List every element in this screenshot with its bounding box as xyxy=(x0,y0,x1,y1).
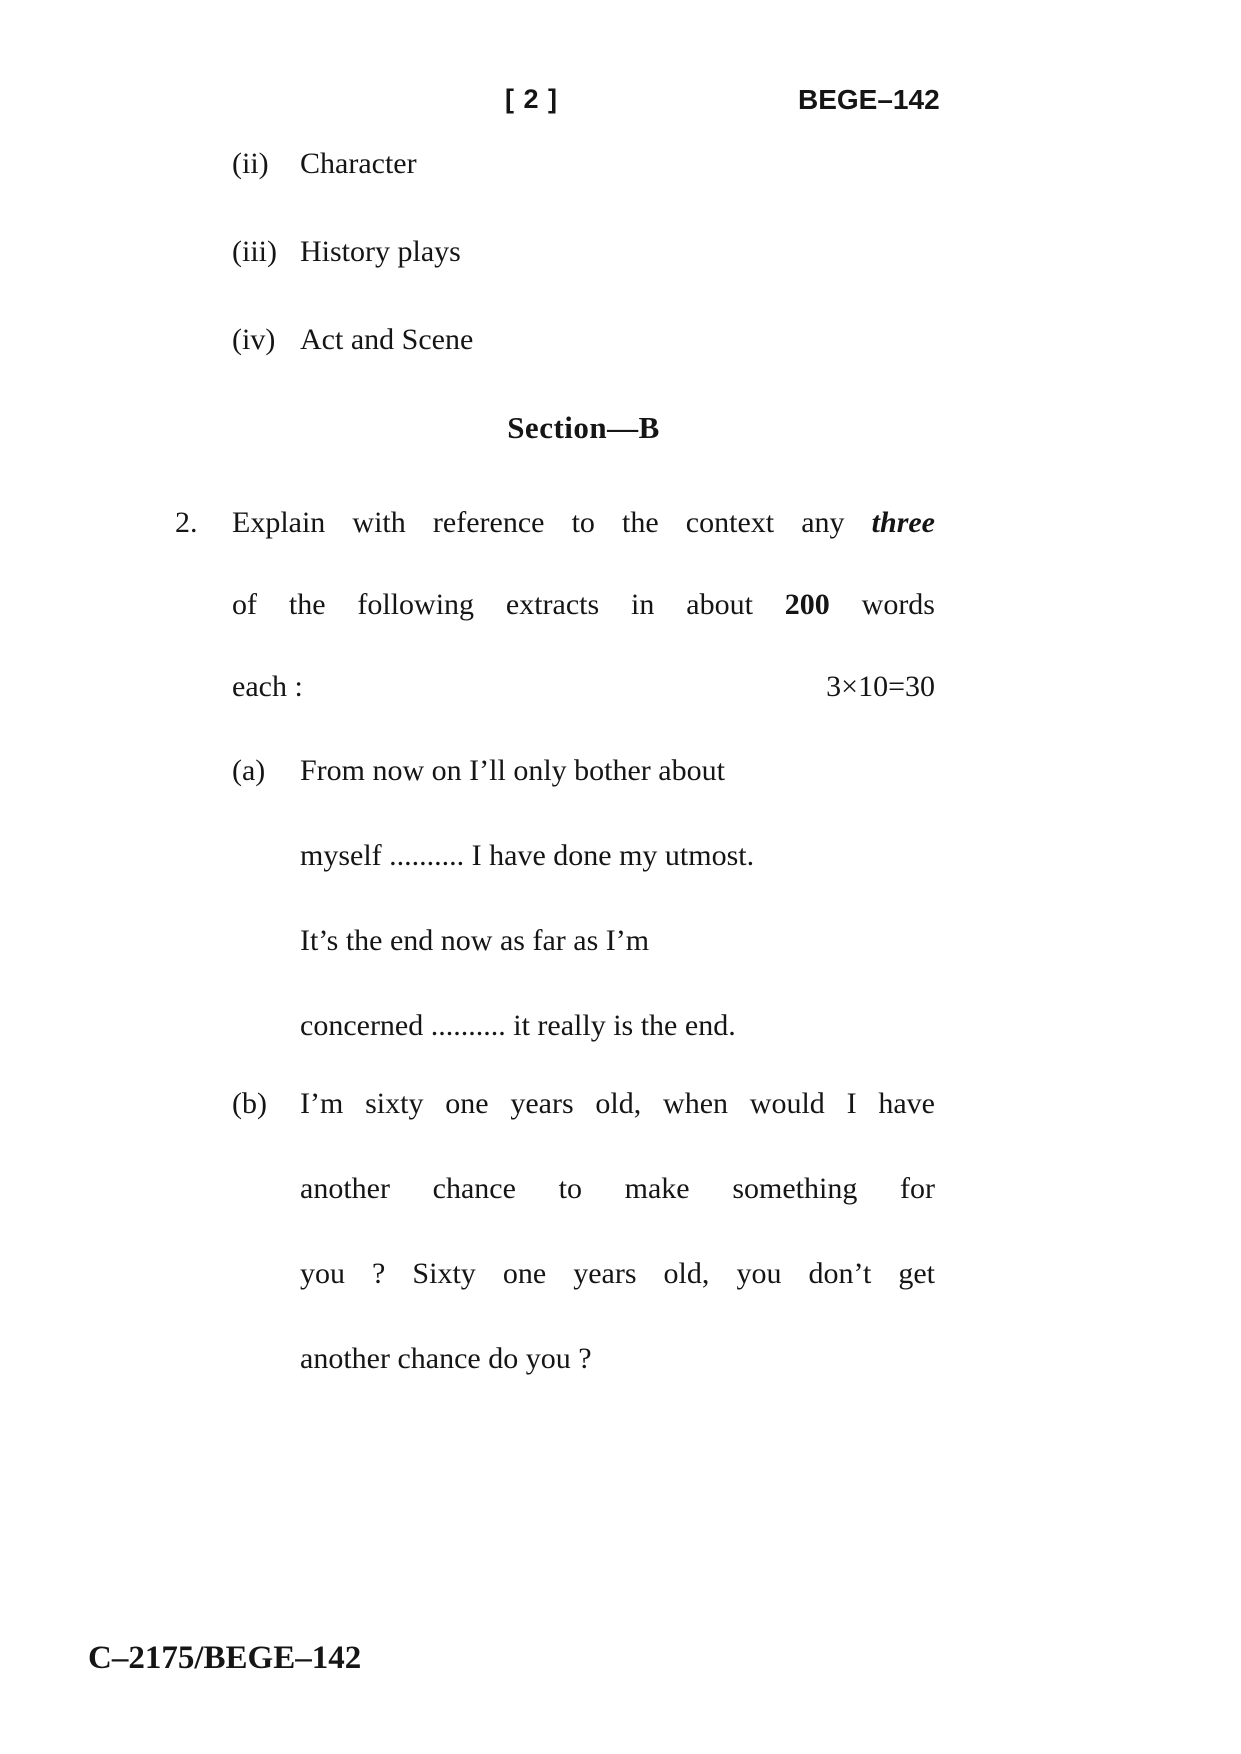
page-content xyxy=(175,145,935,1378)
sub-item-a xyxy=(232,752,935,1045)
question-marks: 3×10=30 xyxy=(826,670,935,703)
extract-line: It’s the end now as far as I’m xyxy=(300,924,650,957)
question-intro-line2-post: words xyxy=(829,588,935,621)
sub-item-lines xyxy=(300,1085,935,1378)
footer-code: C–2175/BEGE–142 xyxy=(88,1640,362,1676)
sub-item-b xyxy=(232,1085,935,1378)
course-code: BEGE–142 xyxy=(798,84,940,115)
page-header xyxy=(0,84,1241,124)
extract-line: another chance do you ? xyxy=(300,1342,592,1375)
list-item xyxy=(232,321,935,359)
extract-line: From now on I’ll only bother about xyxy=(300,754,725,787)
extract-line: myself .......... I have done my utmost. xyxy=(300,839,755,872)
question-intro-line2-pre: of the following extracts in about xyxy=(232,588,785,621)
list-item xyxy=(232,233,935,271)
question-intro-line2 xyxy=(232,586,935,624)
question-number: 2. xyxy=(175,506,198,539)
extract-line: another chance to make something for xyxy=(300,1172,935,1205)
extract-line: I’m sixty one years old, when would I have xyxy=(300,1087,935,1120)
question-intro-line1 xyxy=(232,504,935,542)
page-number: [ 2 ] xyxy=(505,84,559,114)
question-intro-line1-text: Explain with reference to the context any xyxy=(232,506,872,539)
sub-item-lines xyxy=(300,752,935,1045)
list-item-text: Character xyxy=(300,147,417,180)
list-item-label: (ii) xyxy=(232,147,269,180)
list-item-label: (iv) xyxy=(232,323,276,356)
section-heading: Section—B xyxy=(507,410,660,445)
question-intro-line3 xyxy=(232,668,935,706)
extract-line: concerned .......... it really is the end. xyxy=(300,1009,736,1042)
list-item xyxy=(232,145,935,183)
question-intro-line1-emphasis: three xyxy=(871,506,935,539)
list-item-text: History plays xyxy=(300,235,461,268)
question-intro-line3-text: each : xyxy=(232,670,303,703)
extract-line: you ? Sixty one years old, you don’t get xyxy=(300,1257,935,1290)
list-item-label: (iii) xyxy=(232,235,277,268)
sub-item-label: (b) xyxy=(232,1087,267,1120)
question-2 xyxy=(175,504,935,1378)
question-intro-line2-bold: 200 xyxy=(784,588,830,621)
list-item-text: Act and Scene xyxy=(300,323,474,356)
sub-item-label: (a) xyxy=(232,754,266,787)
